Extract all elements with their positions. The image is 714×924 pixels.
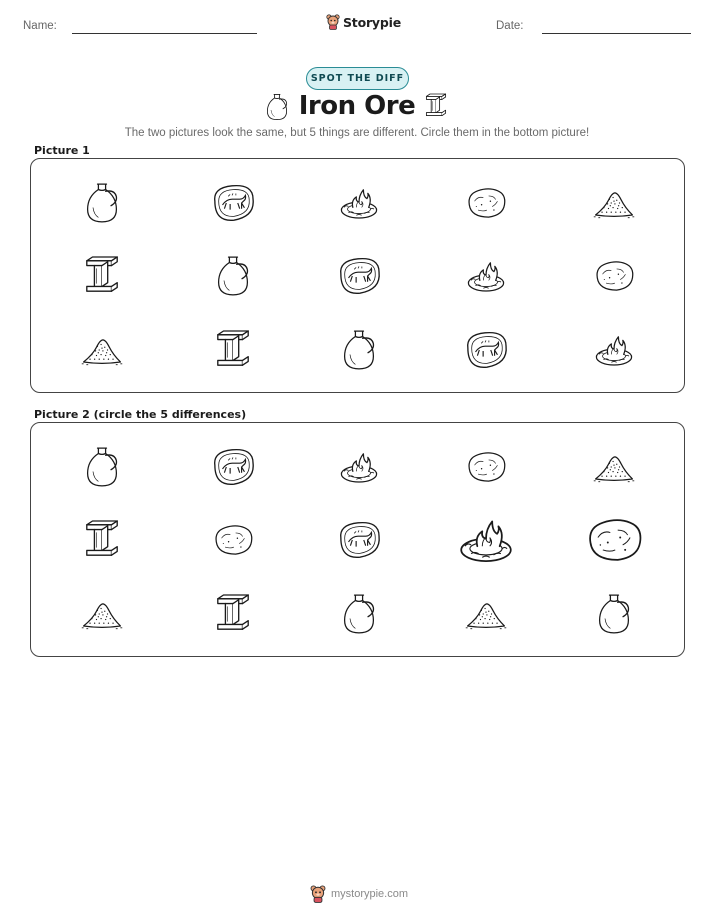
sand-pile-icon[interactable] xyxy=(579,438,649,496)
date-line[interactable] xyxy=(542,33,691,34)
date-label: Date: xyxy=(496,20,524,32)
bear-mascot-icon xyxy=(326,14,340,30)
campfire-icon[interactable] xyxy=(324,438,394,496)
iron-beam-icon xyxy=(198,321,268,379)
jug-icon xyxy=(198,247,268,305)
sand-pile-icon xyxy=(579,174,649,232)
logo-text: Storypie xyxy=(343,14,401,30)
fossil-icon xyxy=(324,247,394,305)
iron-beam-icon xyxy=(67,247,137,305)
storypie-logo xyxy=(326,14,401,30)
spot-the-diff-badge: SPOT THE DIFF xyxy=(306,67,409,90)
iron-beam-icon[interactable] xyxy=(67,511,137,569)
iron-ore-rock-icon xyxy=(451,174,521,232)
sand-pile-icon[interactable] xyxy=(67,585,137,643)
iron-ore-rock-icon xyxy=(579,247,649,305)
fossil-icon[interactable] xyxy=(198,438,268,496)
campfire-icon xyxy=(451,247,521,305)
name-label: Name: xyxy=(23,20,57,32)
sand-pile-icon[interactable] xyxy=(451,585,521,643)
iron-beam-icon[interactable] xyxy=(198,585,268,643)
fossil-icon xyxy=(451,321,521,379)
instructions: The two pictures look the same, but 5 things are different. Circle them in the bottom picture! xyxy=(124,127,590,139)
picture-2-label: Picture 2 (circle the 5 differences) xyxy=(34,408,247,421)
picture-1-label: Picture 1 xyxy=(34,144,90,157)
iron-ore-rock-icon[interactable] xyxy=(579,511,649,569)
picture-2-panel[interactable] xyxy=(30,422,685,657)
jug-icon xyxy=(324,321,394,379)
sand-pile-icon xyxy=(67,321,137,379)
campfire-icon xyxy=(579,321,649,379)
jug-icon[interactable] xyxy=(324,585,394,643)
fossil-icon xyxy=(198,174,268,232)
name-line[interactable] xyxy=(72,33,257,34)
iron-ore-rock-icon[interactable] xyxy=(451,438,521,496)
iron-beam-icon xyxy=(424,92,448,120)
fossil-icon[interactable] xyxy=(324,511,394,569)
bear-mascot-icon xyxy=(310,885,326,903)
jug-icon[interactable] xyxy=(67,438,137,496)
campfire-icon xyxy=(324,174,394,232)
footer-text: mystorypie.com xyxy=(331,888,409,900)
jug-icon[interactable] xyxy=(579,585,649,643)
iron-ore-rock-icon[interactable] xyxy=(198,511,268,569)
page-title: Iron Ore xyxy=(298,91,416,121)
picture-1-panel xyxy=(30,158,685,393)
jug-icon xyxy=(67,174,137,232)
campfire-icon[interactable] xyxy=(451,511,521,569)
footer xyxy=(310,885,408,903)
